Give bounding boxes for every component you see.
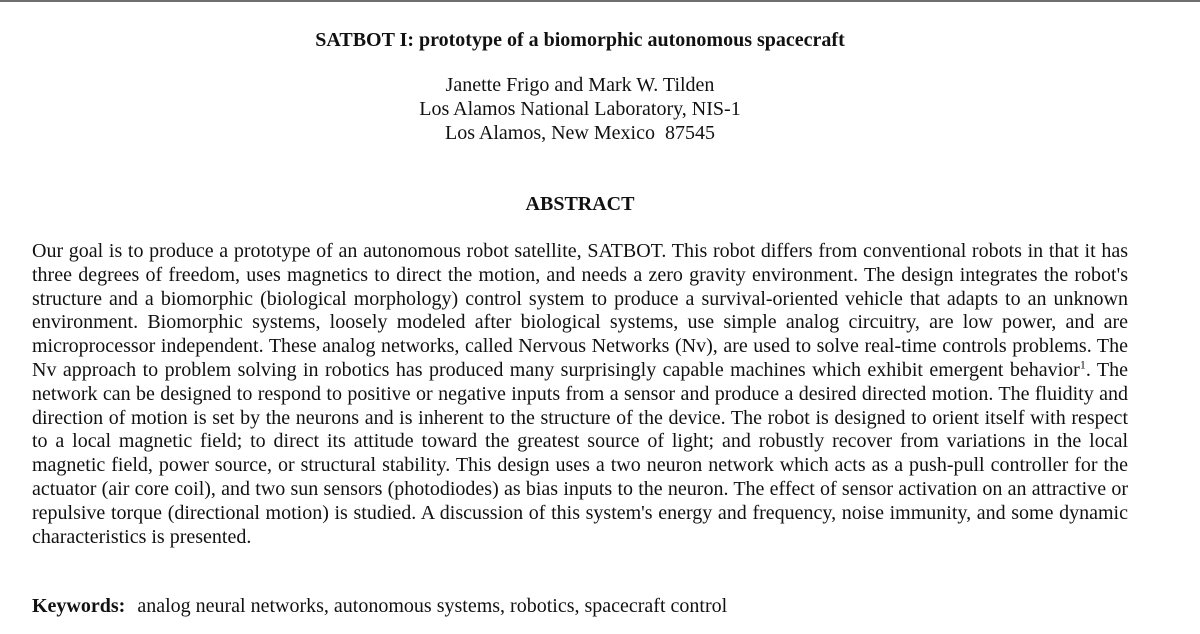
abstract-text-part2: . The network can be designed to respond to positive or negative inputs from a sensor and produce a desired directed motion. The fluidity and direction of motion is set by the neurons and is inherent to the structure of the device. The robot is designed to orient itself with respect to a local magnetic field; to direct its attitude toward the greatest source of light; and robustly recover from variations in the local magnetic field, power source, or structural stability. This design uses a two neuron network which acts as a push-pull controller for the actuator (air core coil), and two sun sensors (photodiodes) as bias inputs to the neuron. The effect of sensor activation on an attractive or repulsive torque (directional motion) is studied. A discussion of this system's energy and frequency, noise immunity, and some dynamic characteristics is presented. [32,358,1129,548]
abstract-text [32,240,1128,549]
page-top-border [0,0,1200,2]
abstract-text-part1: Our goal is to produce a prototype of an autonomous robot satellite, SATBOT. This robot differs from conventional robots in that it has three degrees of freedom, uses magnetics to direct the motion, and needs a zero gravity environment. The design integrates the robot's structure and a biomorphic (biological morphology) control system to produce a survival-oriented vehicle that adapts to an unknown environment. Biomorphic systems, loosely modeled after biological systems, use simple analog circuitry, are low power, and are microprocessor independent. These analog networks, called Nervous Networks (Nv), are used to solve real-time controls problems. The Nv approach to problem solving in robotics has produced many surprisingly capable machines which exhibit emergent behavior [32,240,1128,381]
keywords-label: Keywords: [32,595,126,617]
keywords-line [32,594,1132,618]
address-line: Los Alamos, New Mexico 87545 [445,122,715,144]
footnote-marker: 1 [1079,357,1086,372]
author-block [0,73,1160,145]
keywords-text: analog neural networks, autonomous systems, robotics, spacecraft control [137,595,728,617]
author-names: Janette Frigo and Mark W. Tilden [445,74,715,96]
abstract-heading: ABSTRACT [525,193,635,215]
paper-title: SATBOT I: prototype of a biomorphic autonomous spacecraft [315,29,845,51]
affiliation-line: Los Alamos National Laboratory, NIS-1 [419,98,741,120]
